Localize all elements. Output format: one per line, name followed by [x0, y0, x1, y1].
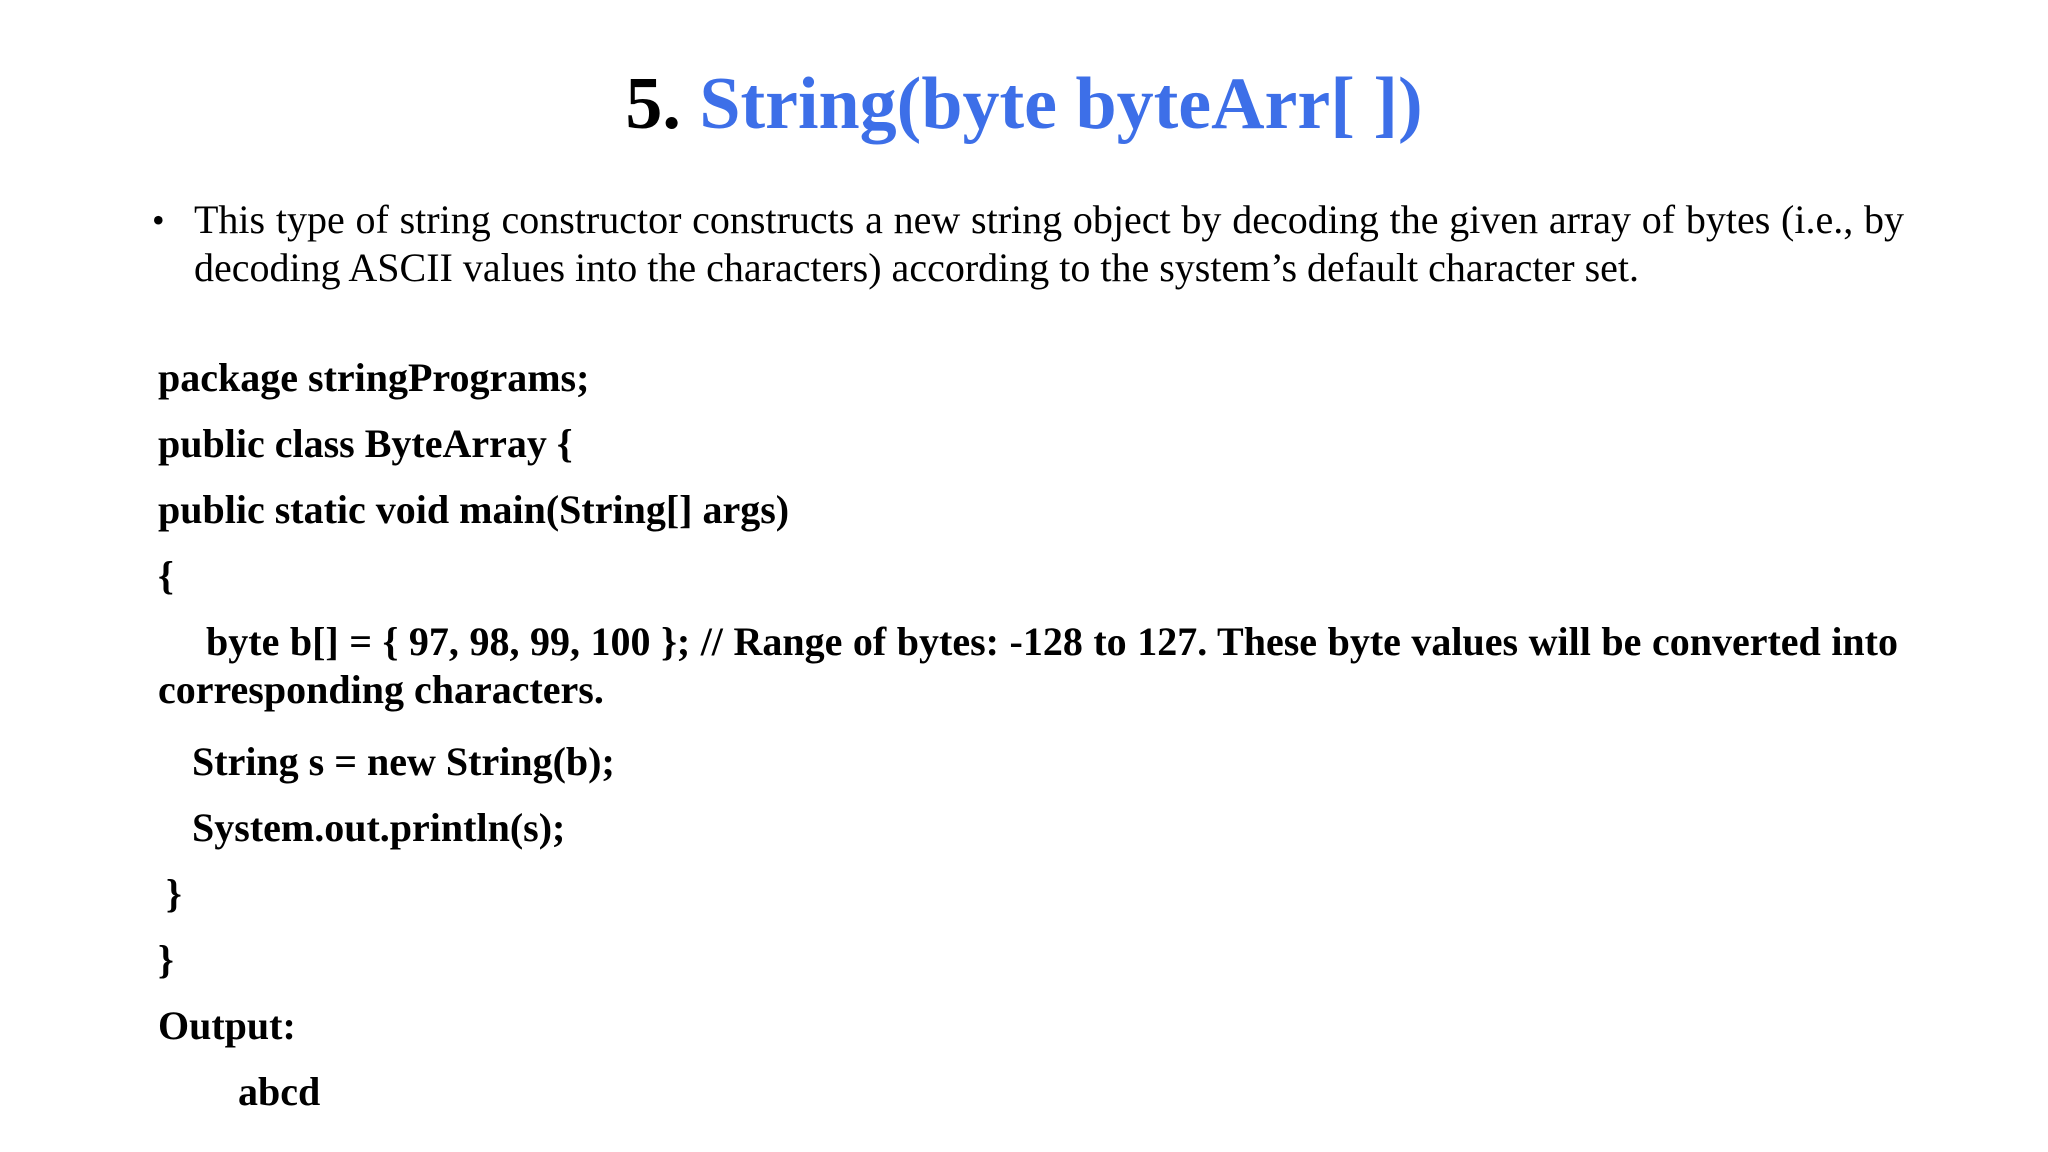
- code-open-brace: {: [158, 553, 174, 598]
- title-constructor-name: String(byte byteArr[ ]): [699, 63, 1423, 145]
- code-string-line: String s = new String(b);: [192, 739, 615, 784]
- output-label: Output:: [158, 1003, 296, 1048]
- code-close-brace-class: }: [158, 937, 174, 982]
- code-println-line: System.out.println(s);: [192, 805, 566, 850]
- code-class-line: public class ByteArray {: [158, 421, 573, 466]
- code-main-line: public static void main(String[] args): [158, 487, 790, 532]
- bullet-dot-icon: •: [152, 200, 165, 240]
- code-package-line: package stringPrograms;: [158, 355, 590, 400]
- code-byte-array-line: byte b[] = { 97, 98, 99, 100 }; // Range of bytes: -128 to 127. These byte values will be converted into corresponding characters.: [158, 619, 1898, 712]
- output-value: abcd: [238, 1069, 321, 1114]
- description-text: This type of string constructor constructs a new string object by decoding the given array of bytes (i.e., by decoding ASCII values into the characters) according to the system’s default character set.: [194, 197, 1904, 290]
- description-bullet: [152, 196, 1904, 292]
- title-number: 5.: [625, 63, 681, 145]
- code-close-brace-method: }: [166, 871, 182, 916]
- slide-title: [0, 56, 2048, 152]
